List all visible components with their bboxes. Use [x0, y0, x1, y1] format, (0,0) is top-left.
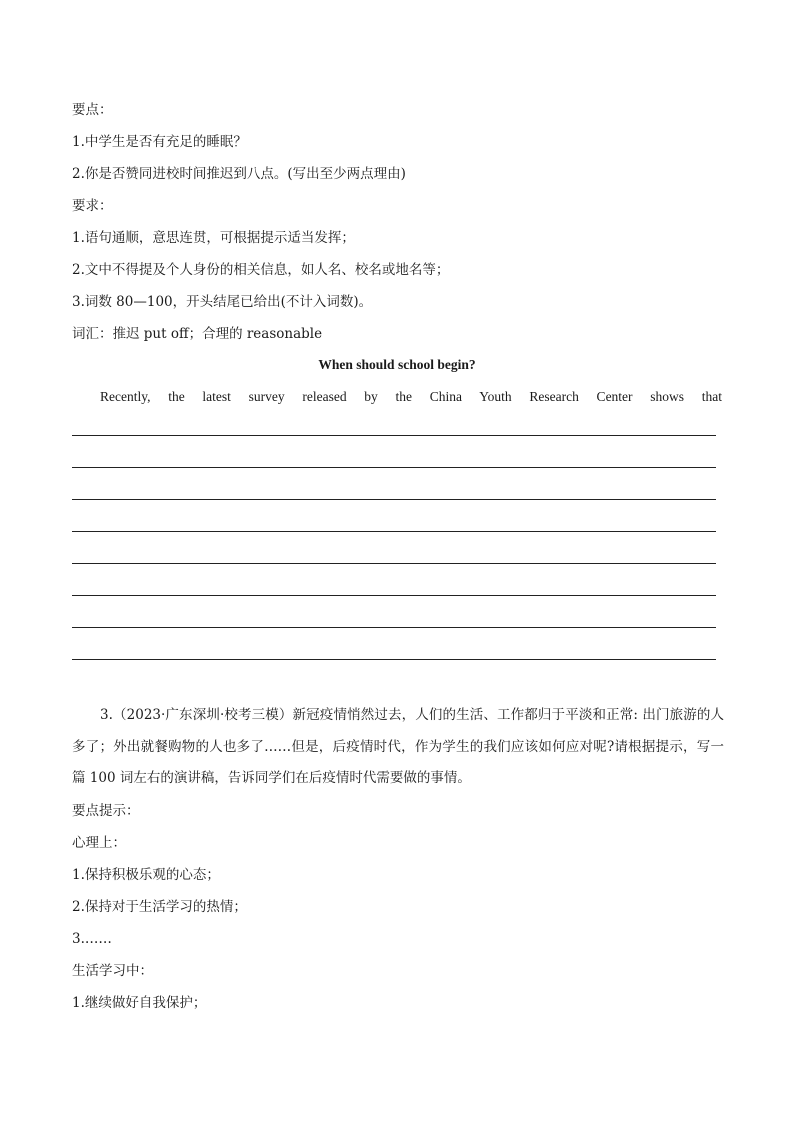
- vocabulary-note: 词汇：推迟 put off；合理的 reasonable: [72, 326, 323, 342]
- writing-line[interactable]: [72, 531, 716, 532]
- life-study-heading: 生活学习中：: [72, 963, 153, 979]
- hints-heading: 要点提示：: [72, 803, 140, 819]
- writing-line[interactable]: [72, 659, 716, 660]
- psychological-heading: 心理上：: [72, 835, 126, 851]
- writing-line[interactable]: [72, 467, 716, 468]
- psych-point-1: 1.保持积极乐观的心态；: [72, 867, 220, 883]
- point-2: 2.你是否赞同进校时间推迟到八点。(写出至少两点理由): [72, 166, 406, 182]
- writing-line[interactable]: [72, 595, 716, 596]
- psych-point-3: 3.……: [72, 931, 112, 947]
- writing-line[interactable]: [72, 627, 716, 628]
- requirements-heading: 要求：: [72, 198, 113, 214]
- task3-prompt: 3.（2023·广东深圳·校考三模）新冠疫情悄然过去，人们的生活、工作都归于平淡和正常: 出门旅游的人多了；外出就餐购物的人也多了……但是，后疫情时代，作为学生的我们应该如何应对呢?请根据提示，写一篇 100 词左右的演讲稿，告诉同学们在后疫情时代需要做的事情。: [72, 707, 724, 786]
- essay-opening: Recently, the latest survey released by the China Youth Research Center shows that: [100, 389, 722, 404]
- requirement-1: 1.语句通顺，意思连贯，可根据提示适当发挥；: [72, 230, 355, 246]
- writing-line[interactable]: [72, 563, 716, 564]
- writing-line[interactable]: [72, 499, 716, 500]
- point-1: 1.中学生是否有充足的睡眠？: [72, 134, 247, 150]
- writing-line[interactable]: [72, 435, 716, 436]
- requirement-2: 2.文中不得提及个人身份的相关信息，如人名、校名或地名等；: [72, 262, 450, 278]
- points-heading: 要点：: [72, 102, 113, 118]
- essay-title: When should school begin?: [318, 357, 476, 372]
- psych-point-2: 2.保持对于生活学习的热情；: [72, 899, 247, 915]
- requirement-3: 3.词数 80—100，开头结尾已给出(不计入词数)。: [72, 294, 373, 310]
- life-point-1: 1.继续做好自我保护；: [72, 995, 207, 1011]
